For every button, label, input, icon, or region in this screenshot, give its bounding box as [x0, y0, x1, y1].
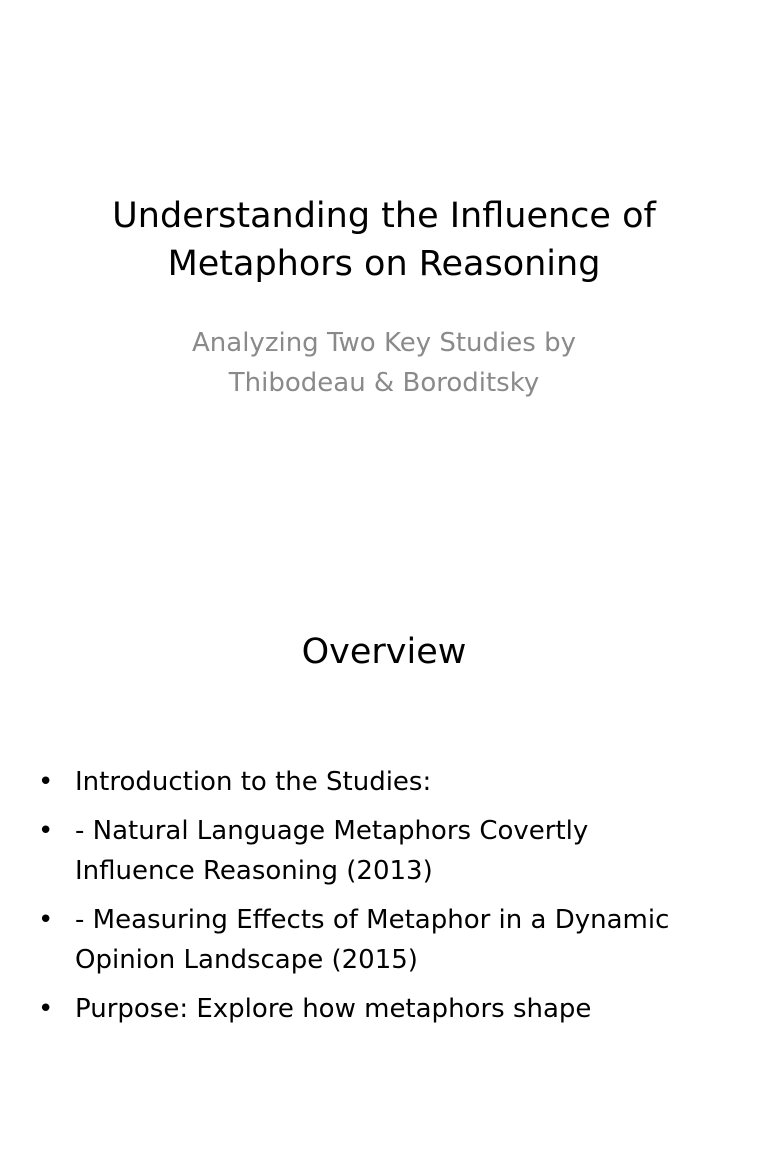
slide-subtitle-line-1: Analyzing Two Key Studies by	[192, 328, 576, 358]
bullet-text	[75, 900, 728, 980]
bullet-icon: •	[38, 905, 54, 935]
bullet-text-line: Influence Reasoning (2013)	[75, 856, 433, 886]
bullet-text-line: Opinion Landscape (2015)	[75, 945, 418, 975]
bullet-item	[38, 762, 728, 802]
slide-subtitle	[40, 323, 728, 403]
bullet-text-line: - Measuring Effects of Metaphor in a Dynamic	[75, 905, 670, 935]
bullet-icon: •	[38, 816, 54, 846]
bullet-text-line: - Natural Language Metaphors Covertly	[75, 816, 589, 846]
bullet-text	[75, 762, 728, 802]
slide-title-line-2: Metaphors on Reasoning	[167, 244, 601, 284]
bullet-text	[75, 989, 728, 1029]
bullet-icon: •	[38, 994, 54, 1024]
overview-heading: Overview	[301, 632, 467, 672]
slide-subtitle-line-2: Thibodeau & Boroditsky	[228, 368, 540, 398]
bullet-text-line: Introduction to the Studies:	[75, 767, 432, 797]
bullet-list	[38, 762, 728, 1038]
slide-title-line-1: Understanding the Influence of	[112, 196, 656, 236]
bullet-item	[38, 811, 728, 891]
bullet-item	[38, 900, 728, 980]
bullet-item	[38, 989, 728, 1029]
bullet-icon: •	[38, 767, 54, 797]
bullet-text-line: Purpose: Explore how metaphors shape	[75, 994, 592, 1024]
overview-slide	[0, 576, 768, 1152]
title-block	[40, 192, 728, 403]
bullet-text	[75, 811, 728, 891]
slide-title	[40, 192, 728, 288]
